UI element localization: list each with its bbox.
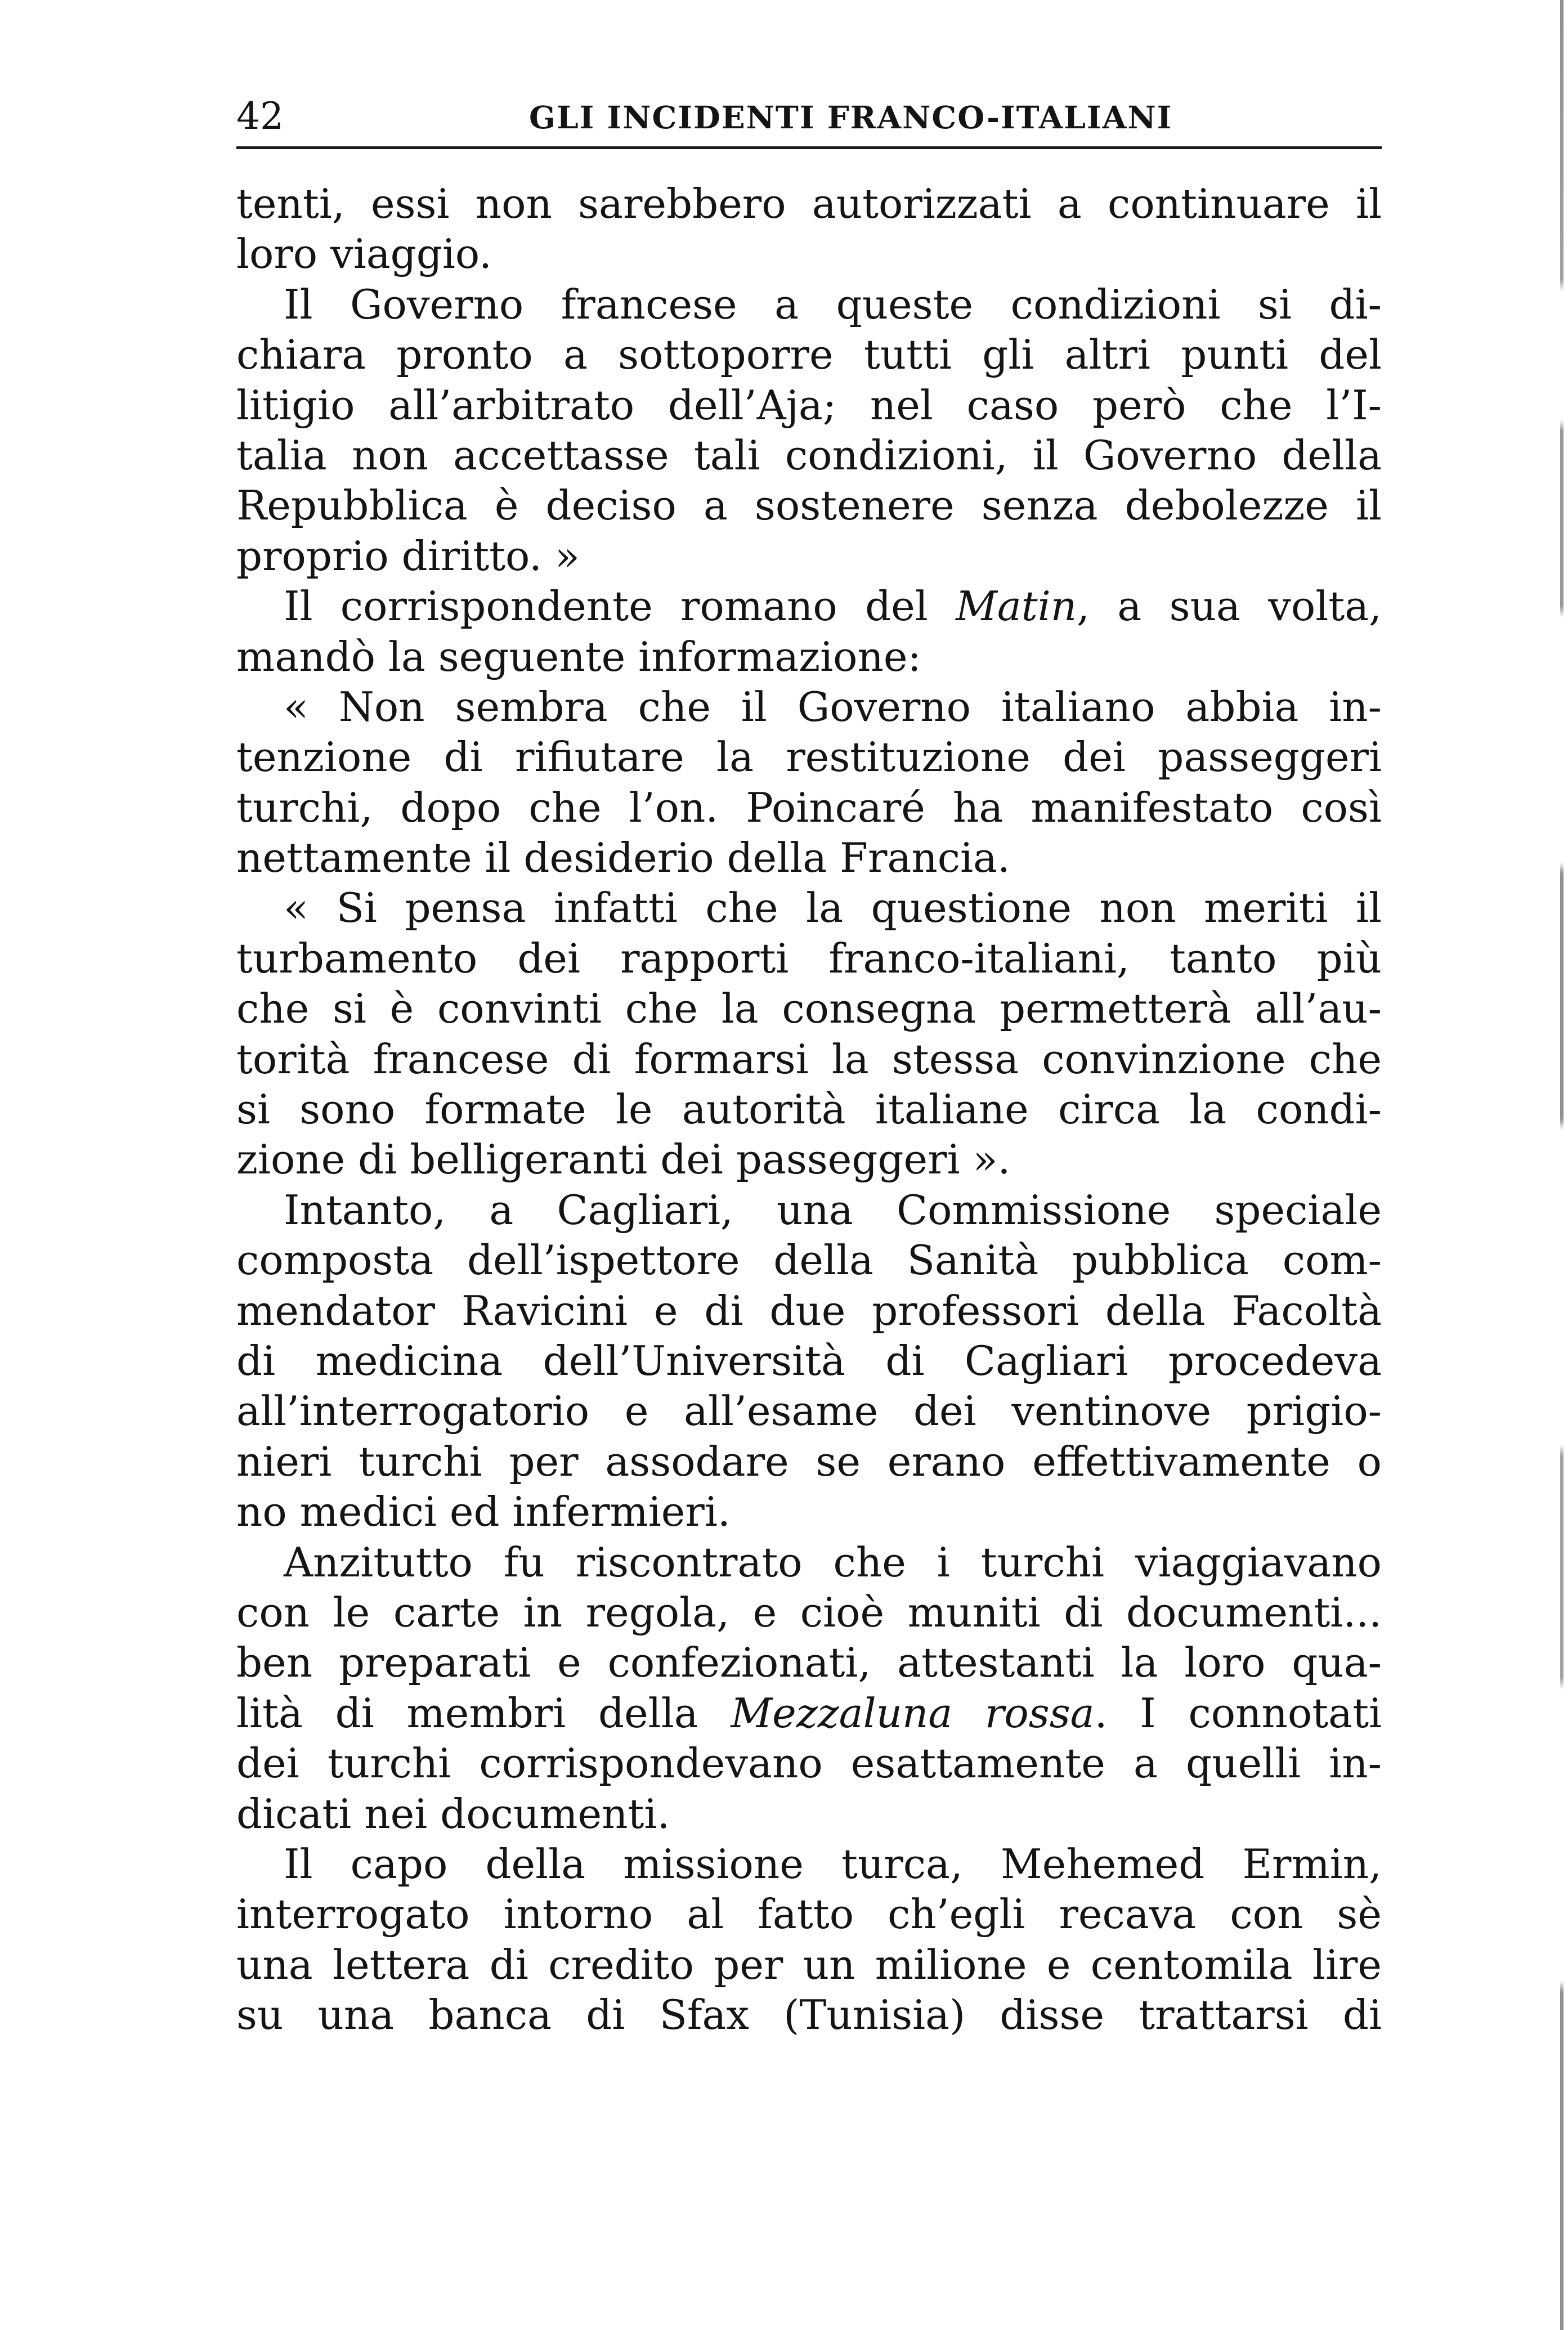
- text-line: [236, 581, 1382, 631]
- text-line: torità francese di formarsi la stessa convinzione che: [236, 1035, 1382, 1083]
- text-line: « Si pensa infatti che la questione non meriti il: [284, 884, 1382, 932]
- text-segment: Il corrispondente romano del: [284, 582, 928, 630]
- text-line: turbamento dei rapporti franco-italiani, tanto più: [236, 934, 1382, 982]
- text-line: ben preparati e confezionati, attestanti la loro qua-: [236, 1639, 1382, 1687]
- text-line: dicati nei documenti.: [236, 1790, 670, 1838]
- text-line: si sono formate le autorità italiane circa la condi-: [236, 1086, 1382, 1133]
- organization-name: Mezzaluna rossa: [731, 1689, 1095, 1737]
- text-line: zione di belligeranti dei passeggeri ».: [236, 1136, 1011, 1184]
- text-line: Anzitutto fu riscontrato che i turchi viaggiavano: [284, 1538, 1382, 1586]
- text-line: composta dell’ispettore della Sanità pubblica com-: [236, 1236, 1382, 1284]
- text-line: litigio all’arbitrato dell’Aja; nel caso però che l’I-: [236, 381, 1382, 429]
- text-line: tenti, essi non sarebbero autorizzati a continuare il: [236, 180, 1382, 227]
- text-line: loro viaggio.: [236, 230, 492, 278]
- text-line: proprio diritto. »: [236, 532, 580, 580]
- page-header: [236, 84, 1382, 149]
- text-line: Repubblica è deciso a sostenere senza debolezze il: [236, 482, 1382, 530]
- text-line: Il Governo francese a queste condizioni si di-: [284, 280, 1382, 328]
- newspaper-title: Matin: [956, 582, 1077, 630]
- text-line: mendator Ravicini e di due professori della Facoltà: [236, 1287, 1382, 1334]
- text-line: interrogato intorno al fatto ch’egli recava con sè: [236, 1890, 1382, 1938]
- text-line: chiara pronto a sottoporre tutti gli altri punti del: [236, 331, 1382, 379]
- text-segment: lità di membri della: [236, 1689, 698, 1737]
- text-line: di medicina dell’Università di Cagliari procedeva: [236, 1337, 1382, 1384]
- text-line: « Non sembra che il Governo italiano abbia in-: [284, 683, 1382, 731]
- text-line: talia non accettasse tali condizioni, il Governo della: [236, 431, 1382, 479]
- text-segment: . I connotati: [1094, 1689, 1382, 1737]
- text-line: Intanto, a Cagliari, una Commissione speciale: [284, 1186, 1382, 1234]
- body-text: [236, 179, 1382, 2040]
- text-line: all’interrogatorio e all’esame dei ventinove prigio-: [236, 1387, 1382, 1435]
- running-title: GLI INCIDENTI FRANCO-ITALIANI: [529, 99, 1173, 136]
- text-line: nettamente il desiderio della Francia.: [236, 834, 1010, 882]
- text-line: nieri turchi per assodare se erano effettivamente o: [236, 1437, 1382, 1485]
- text-line: no medici ed infermieri.: [236, 1488, 731, 1536]
- text-line: una lettera di credito per un milione e centomila lire: [236, 1941, 1382, 1988]
- text-line: dei turchi corrispondevano esattamente a quelli in-: [236, 1740, 1382, 1787]
- text-line: con le carte in regola, e cioè muniti di documenti...: [236, 1588, 1382, 1636]
- page-number: 42: [236, 95, 284, 138]
- text-line: su una banca di Sfax (Tunisia) disse trattarsi di: [236, 1991, 1382, 2039]
- text-line: Il capo della missione turca, Mehemed Ermin,: [284, 1840, 1382, 1888]
- text-line: turchi, dopo che l’on. Poincaré ha manifestato così: [236, 783, 1382, 831]
- text-line: che si è convinti che la consegna permetterà all’au-: [236, 985, 1382, 1033]
- text-line: tenzione di rifiutare la restituzione dei passeggeri: [236, 733, 1382, 781]
- page-edge-shadow: [1560, 0, 1563, 2330]
- text-line: mandò la seguente informazione:: [236, 633, 921, 680]
- text-line: [236, 1688, 1382, 1738]
- text-segment: , a sua volta,: [1077, 582, 1382, 630]
